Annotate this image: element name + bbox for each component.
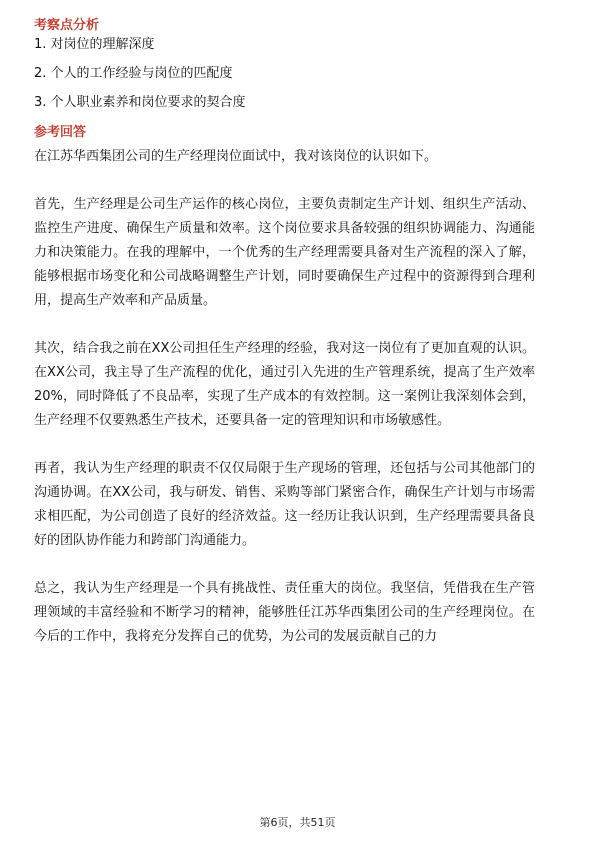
answer-paragraph-first-point: 首先，生产经理是公司生产运作的核心岗位，主要负责制定生产计划、组织生产活动、监控生产进度、确保生产质量和效率。这个岗位要求具备较强的组织协调能力、沟通能力和决策能力。在我的理解中，一个优秀的生产经理需要具备对生产流程的深入了解，能够根据市场变化和公司战略调整生产计划，同时要确保生产过程中的资源得到合理利用，提高生产效率和产品质量。	[34, 197, 535, 308]
answer-paragraph-conclusion: 总之，我认为生产经理是一个具有挑战性、责任重大的岗位。我坚信，凭借我在生产管理领域的丰富经验和不断学习的精神，能够胜任江苏华西集团公司的生产经理岗位。在今后的工作中，我将充分发挥自己的优势，为公司的发展贡献自己的力	[34, 581, 535, 644]
answer-paragraph-intro: 在江苏华西集团公司的生产经理岗位面试中，我对该岗位的认识如下。	[34, 149, 438, 164]
answer-paragraph-second-point: 其次，结合我之前在XX公司担任生产经理的经验，我对这一岗位有了更加直观的认识。在XX公司，我主导了生产流程的优化，通过引入先进的生产管理系统，提高了生产效率20%，同时降低了不良品率，实现了生产成本的有效控制。这一案例让我深刻体会到，生产经理不仅要熟悉生产技术，还要具备一定的管理知识和市场敏感性。	[34, 341, 535, 428]
answer-paragraph-third-point: 再者，我认为生产经理的职责不仅仅局限于生产现场的管理，还包括与公司其他部门的沟通协调。在XX公司，我与研发、销售、采购等部门紧密合作，确保生产计划与市场需求相匹配，为公司创造了良好的经济效益。这一经历让我认识到，生产经理需要具备良好的团队协作能力和跨部门沟通能力。	[34, 461, 535, 548]
analysis-point-2: 2. 个人的工作经验与岗位的匹配度	[34, 66, 233, 81]
analysis-point-3: 3. 个人职业素养和岗位要求的契合度	[34, 95, 246, 110]
answer-heading: 参考回答	[34, 125, 87, 140]
page-number-footer: 第6页，共51页	[259, 816, 336, 829]
analysis-heading: 考察点分析	[34, 18, 100, 33]
analysis-point-1: 1. 对岗位的理解深度	[34, 37, 155, 52]
